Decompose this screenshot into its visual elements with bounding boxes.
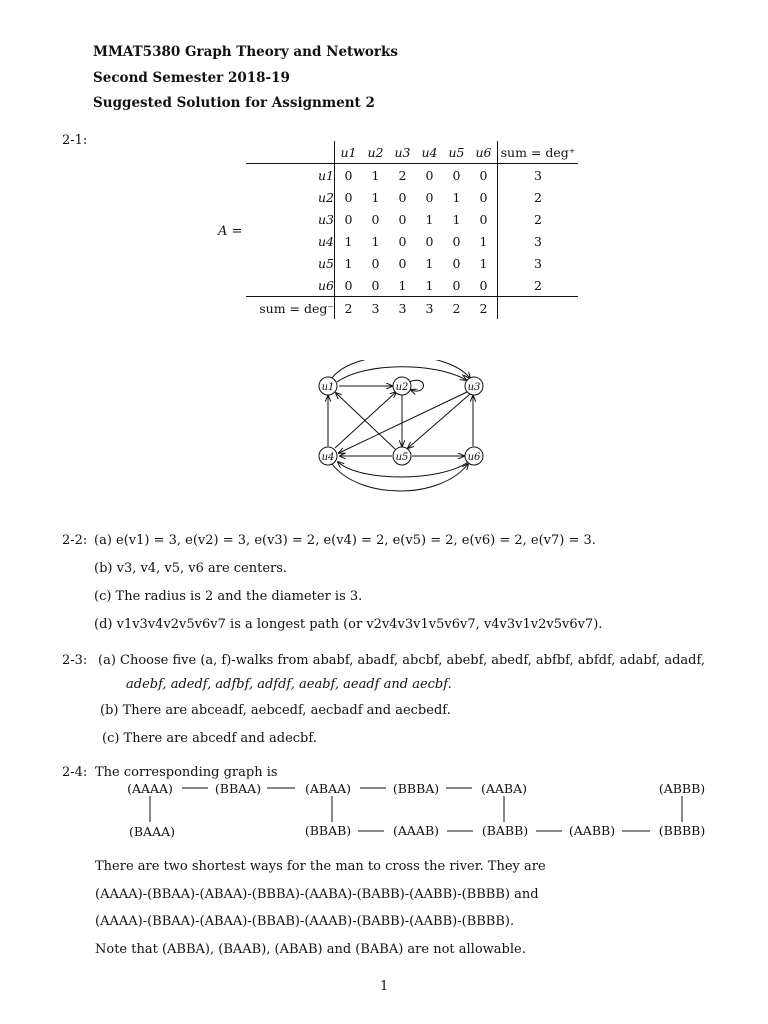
q22-part-a: (a) e(v1) = 3, e(v2) = 3, e(v3) = 2, e(v4) = 2, e(v5) = 2, e(v6) = 2, e(v7) = 3. [94,533,596,548]
matrix-row [246,186,578,208]
col-sum: 2 [452,300,461,316]
semester: Second Semester 2018-19 [93,70,290,86]
cell: 0 [470,274,498,297]
cell: 1 [479,255,488,271]
state-node: (BBAB) [304,823,352,838]
cell: 1 [335,230,363,252]
cell: 0 [335,186,363,208]
q23-part-b: (b) There are abceadf, aebcedf, aecbadf and aecbedf. [100,703,451,718]
cell: 0 [452,167,461,183]
cell: 0 [335,164,363,187]
node-label: u5 [395,452,409,463]
q24-path-1: (AAAA)-(BBAA)-(ABAA)-(BBBA)-(AABA)-(BABB)-(AABB)-(BBBB) and [95,887,539,902]
state-node: (AABA) [480,781,528,796]
q24-note: Note that (ABBA), (BAAB), (ABAB) and (BABA) are not allowable. [95,942,526,957]
row-header: u4 [317,233,334,249]
cell: 0 [425,167,434,183]
row-sum: 2 [498,186,579,208]
cell: 1 [371,233,380,249]
state-node: (ABBB) [658,781,706,796]
col-header: u2 [362,141,389,164]
state-node: (BBBB) [658,823,706,838]
edge-u4-u6 [332,464,468,491]
state-node: (AAAB) [392,823,440,838]
cell: 0 [479,211,488,227]
sum-row-label: sum = deg⁻ [259,300,334,316]
page-number: 1 [380,979,389,994]
adjacency-matrix [246,141,578,319]
state-node: (AAAA) [127,781,173,796]
cell: 1 [335,252,363,274]
cell: 0 [443,274,470,297]
q21-label: 2-1: [62,133,88,148]
cell: 0 [335,208,363,230]
cell: 0 [452,233,461,249]
state-node: (BBAA) [214,781,262,796]
node-label: u2 [395,382,409,393]
edge-u3-u5 [408,394,470,448]
sum-col-header: sum = deg⁺ [498,141,579,164]
q23-label: 2-3: [62,653,88,668]
cell: 0 [398,189,407,205]
q23-part-c: (c) There are abcedf and adecbf. [102,731,317,746]
matrix-row [246,252,578,274]
row-header: u6 [246,274,335,297]
matrix-row [246,164,578,187]
edge-u1-u3 [332,360,470,378]
cell: 1 [416,274,443,297]
row-sum: 2 [498,208,579,230]
q24-label: 2-4: [62,765,88,780]
matrix-row [246,230,578,252]
state-node: (AABB) [568,823,616,838]
cell: 0 [371,255,380,271]
col-header: u3 [389,141,416,164]
directed-graph [310,360,490,500]
cell: 0 [452,255,461,271]
state-node: (BBBA) [392,781,440,796]
row-header: u5 [317,255,334,271]
col-header: u5 [443,141,470,164]
col-sum: 3 [425,300,434,316]
cell: 0 [362,274,389,297]
matrix-sum-row [246,297,578,320]
col-sum: 3 [371,300,380,316]
node-label: u3 [467,382,481,393]
node-label: u4 [321,452,335,463]
q24-paragraph-1: There are two shortest ways for the man to cross the river. They are [95,859,546,874]
cell: 0 [398,233,407,249]
row-header: u2 [317,189,334,205]
matrix-row [246,274,578,297]
matrix-label: A = [218,224,243,239]
cell: 1 [425,211,434,227]
node-label: u1 [321,382,335,393]
q22-part-c: (c) The radius is 2 and the diameter is 3. [94,589,363,604]
matrix-header-row [246,141,578,164]
node-label: u6 [467,452,481,463]
row-sum: 2 [498,274,579,297]
document-title: Suggested Solution for Assignment 2 [93,95,375,111]
cell: 0 [425,189,434,205]
course-title: MMAT5380 Graph Theory and Networks [93,44,398,60]
cell: 0 [425,233,434,249]
col-sum: 2 [335,297,363,320]
state-node: (BAAA) [128,824,176,839]
cell: 2 [398,167,407,183]
q22-label: 2-2: [62,533,88,548]
cell: 1 [452,189,461,205]
cell: 1 [452,211,461,227]
q24-intro: The corresponding graph is [95,765,278,780]
cell: 0 [371,211,380,227]
cell: 1 [371,167,380,183]
q22-part-b: (b) v3, v4, v5, v6 are centers. [94,561,288,576]
col-header: u4 [416,141,443,164]
state-node: (ABAA) [304,781,352,796]
row-sum: 3 [498,230,579,252]
q24-path-2: (AAAA)-(BBAA)-(ABAA)-(BBAB)-(AAAB)-(BABB)-(AABB)-(BBBB). [95,914,515,929]
col-sum: 2 [479,300,488,316]
row-sum: 3 [498,164,579,187]
cell: 0 [479,167,488,183]
col-sum: 3 [398,300,407,316]
col-header: u6 [470,141,498,164]
cell: 1 [371,189,380,205]
q22-part-d: (d) v1v3v4v2v5v6v7 is a longest path (or v2v4v3v1v5v6v7, v4v3v1v2v5v6v7). [94,617,603,632]
q23-part-a-line2: adebf, adedf, adfbf, adfdf, aeabf, aeadf and aecbf. [126,677,452,692]
cell: 1 [425,255,434,271]
matrix-row [246,208,578,230]
row-header: u3 [317,211,334,227]
cell: 0 [335,274,363,297]
cell: 1 [479,233,488,249]
row-sum: 3 [498,252,579,274]
cell: 0 [398,255,407,271]
river-crossing-graph [120,776,720,840]
col-header: u1 [335,141,363,164]
cell: 0 [479,189,488,205]
cell: 0 [398,211,407,227]
q23-part-a-line1: (a) Choose five (a, f)-walks from ababf, abadf, abcbf, abebf, abedf, abfbf, abfdf, adabf, adadf, [98,653,705,668]
edge-u3-u4 [339,392,467,453]
state-node: (BABB) [481,823,529,838]
row-header: u1 [317,167,334,183]
cell: 1 [389,274,416,297]
